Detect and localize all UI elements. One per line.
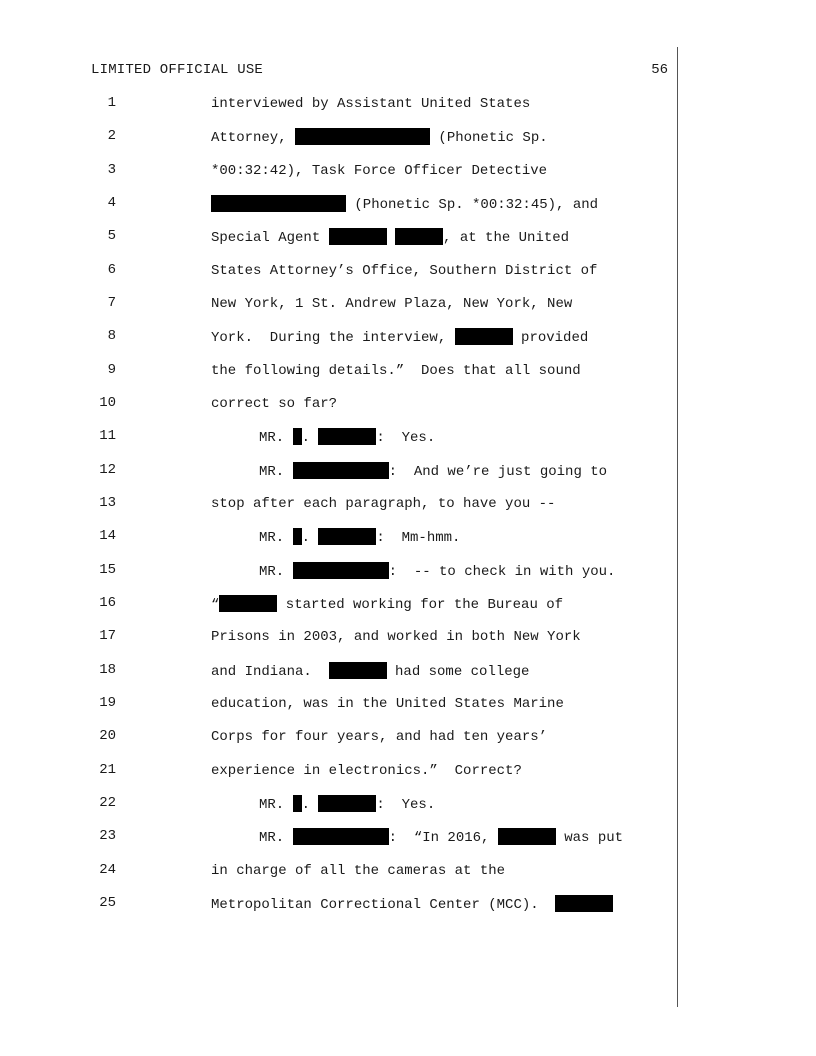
line-number: 12 — [99, 462, 116, 478]
line-text: . — [301, 797, 319, 813]
redaction-block — [329, 228, 387, 245]
line-number: 11 — [99, 428, 116, 444]
line-number: 24 — [99, 862, 116, 878]
redaction-block — [395, 228, 443, 245]
line-text: Prisons in 2003, and worked in both New York — [211, 629, 581, 645]
transcript-line — [259, 795, 435, 814]
line-text: MR. — [259, 830, 293, 846]
line-text — [387, 230, 395, 246]
redaction-block — [293, 562, 389, 579]
line-text: : Yes. — [376, 797, 436, 813]
line-text: , at the United — [443, 230, 570, 246]
transcript-line — [211, 328, 588, 347]
line-number: 22 — [99, 795, 116, 811]
transcript-line — [211, 595, 563, 614]
line-number: 18 — [99, 662, 116, 678]
redaction-block — [295, 128, 430, 145]
line-text: provided — [512, 330, 589, 346]
line-number: 20 — [99, 728, 116, 744]
line-text: Attorney, — [211, 130, 296, 146]
line-number: 16 — [99, 595, 116, 611]
line-text: in charge of all the cameras at the — [211, 863, 506, 879]
transcript-line — [259, 562, 615, 581]
line-text: MR. — [259, 530, 293, 546]
classification-header: LIMITED OFFICIAL USE — [91, 62, 264, 78]
transcript-line — [211, 895, 613, 914]
transcript-line — [211, 695, 564, 713]
line-text: : “In 2016, — [388, 830, 498, 846]
line-text: correct so far? — [211, 396, 338, 412]
redaction-block — [455, 328, 513, 345]
line-text: : Mm-hmm. — [376, 530, 461, 546]
transcript-line — [259, 462, 607, 481]
line-text: States Attorney’s Office, Southern District of — [211, 263, 598, 279]
line-text: stop after each paragraph, to have you -- — [211, 496, 556, 512]
line-number: 3 — [107, 162, 116, 178]
line-text: (Phonetic Sp. *00:32:45), and — [346, 197, 599, 213]
transcript-line — [211, 162, 547, 180]
line-text: . — [301, 430, 319, 446]
redaction-block — [498, 828, 556, 845]
line-text: : And we’re just going to — [388, 464, 608, 480]
redaction-block — [219, 595, 277, 612]
line-number: 17 — [99, 628, 116, 644]
transcript-line — [211, 128, 548, 147]
transcript-line — [211, 195, 598, 214]
line-text: “ — [211, 597, 220, 613]
transcript-line — [211, 262, 597, 280]
transcript-line — [259, 828, 623, 847]
line-text: York. During the interview, — [211, 330, 455, 346]
line-text: the following details.” Does that all sound — [211, 363, 581, 379]
line-text: was put — [555, 830, 624, 846]
page-number: 56 — [651, 62, 668, 78]
line-text: : -- to check in with you. — [388, 564, 616, 580]
line-number: 19 — [99, 695, 116, 711]
line-text: New York, 1 St. Andrew Plaza, New York, New — [211, 296, 573, 312]
transcript-line — [211, 395, 337, 413]
transcript-line — [211, 862, 505, 880]
line-number: 5 — [107, 228, 116, 244]
transcript-line — [211, 95, 530, 113]
line-number: 23 — [99, 828, 116, 844]
redaction-block — [318, 428, 376, 445]
line-text: MR. — [259, 430, 293, 446]
line-text: Metropolitan Correctional Center (MCC). — [211, 897, 556, 913]
line-text: . — [301, 530, 319, 546]
line-number: 14 — [99, 528, 116, 544]
line-number: 21 — [99, 762, 116, 778]
line-number: 7 — [107, 295, 116, 311]
transcript-line — [211, 762, 522, 780]
redaction-block — [293, 795, 302, 812]
transcript-line — [211, 628, 581, 646]
transcript-line — [211, 362, 581, 380]
line-number: 4 — [107, 195, 116, 211]
redaction-block — [211, 195, 346, 212]
line-text: MR. — [259, 797, 293, 813]
redaction-block — [293, 428, 302, 445]
redaction-block — [293, 828, 389, 845]
line-text: *00:32:42), Task Force Officer Detective — [211, 163, 548, 179]
line-text: interviewed by Assistant United States — [211, 96, 531, 112]
transcript-line — [211, 728, 547, 746]
transcript-line — [211, 662, 529, 681]
right-margin-rule — [677, 47, 678, 1007]
line-text: had some college — [386, 664, 530, 680]
line-text: education, was in the United States Marine — [211, 696, 564, 712]
line-number: 15 — [99, 562, 116, 578]
redaction-block — [318, 528, 376, 545]
line-text: experience in electronics.” Correct? — [211, 763, 522, 779]
transcript-line — [211, 295, 572, 313]
line-number: 1 — [107, 95, 116, 111]
line-text: MR. — [259, 464, 293, 480]
line-number: 2 — [107, 128, 116, 144]
line-number: 10 — [99, 395, 116, 411]
transcript-line — [211, 228, 569, 247]
transcript-line — [211, 495, 555, 513]
line-text: Corps for four years, and had ten years’ — [211, 729, 548, 745]
redaction-block — [318, 795, 376, 812]
line-number: 9 — [107, 362, 116, 378]
redaction-block — [555, 895, 613, 912]
line-number: 6 — [107, 262, 116, 278]
transcript-line — [259, 528, 460, 547]
redaction-block — [293, 528, 302, 545]
redaction-block — [329, 662, 387, 679]
line-text: Special Agent — [211, 230, 329, 246]
line-number: 13 — [99, 495, 116, 511]
line-text: started working for the Bureau of — [277, 597, 564, 613]
transcript-line — [259, 428, 435, 447]
redaction-block — [293, 462, 389, 479]
line-text: (Phonetic Sp. — [430, 130, 548, 146]
line-text: and Indiana. — [211, 664, 329, 680]
line-number: 25 — [99, 895, 116, 911]
line-number: 8 — [107, 328, 116, 344]
line-text: MR. — [259, 564, 293, 580]
line-text: : Yes. — [376, 430, 436, 446]
